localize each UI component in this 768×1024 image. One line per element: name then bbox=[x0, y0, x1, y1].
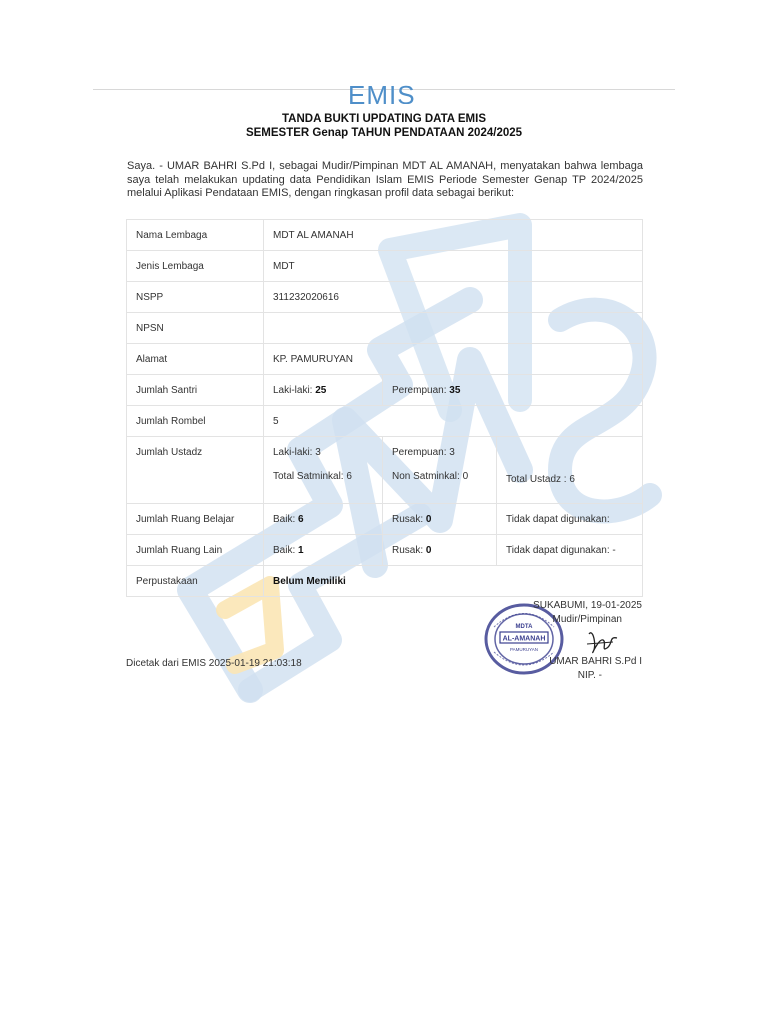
table-row bbox=[127, 251, 643, 282]
santri-perempuan: Perempuan: 35 bbox=[383, 375, 643, 406]
ruang-lain-tidak: Tidak dapat digunakan: - bbox=[497, 535, 643, 566]
profile-table bbox=[126, 219, 643, 597]
ruang-lain-rusak: Rusak: 0 bbox=[383, 535, 497, 566]
row-label: Alamat bbox=[127, 344, 264, 375]
ustadz-col-3 bbox=[497, 437, 643, 504]
table-row bbox=[127, 437, 643, 504]
ruang-belajar-baik: Baik: 6 bbox=[264, 504, 383, 535]
table-row bbox=[127, 313, 643, 344]
row-value: Belum Memiliki bbox=[264, 566, 643, 597]
row-value: 5 bbox=[264, 406, 643, 437]
ruang-belajar-rusak: Rusak: 0 bbox=[383, 504, 497, 535]
document-subtitle: SEMESTER Genap TAHUN PENDATAAN 2024/2025 bbox=[245, 127, 523, 139]
ustadz-col-2 bbox=[383, 437, 497, 504]
row-value: KP. PAMURUYAN bbox=[264, 344, 643, 375]
sign-name: UMAR BAHRI S.Pd I bbox=[549, 656, 642, 667]
document-title: TANDA BUKTI UPDATING DATA EMIS bbox=[281, 113, 486, 125]
ustadz-col-1 bbox=[264, 437, 383, 504]
ruang-belajar-tidak: Tidak dapat digunakan: bbox=[497, 504, 643, 535]
ustadz-laki: Laki-laki: 3 bbox=[273, 447, 321, 458]
table-row bbox=[127, 566, 643, 597]
row-label: Jumlah Santri bbox=[127, 375, 264, 406]
stamp-line-2: AL-AMANAH bbox=[502, 635, 546, 643]
ustadz-perempuan: Perempuan: 3 bbox=[392, 447, 455, 458]
row-value: 311232020616 bbox=[264, 282, 643, 313]
ustadz-non-satminkal: Non Satminkal: 0 bbox=[392, 471, 469, 482]
row-value: MDT bbox=[264, 251, 643, 282]
printed-timestamp: Dicetak dari EMIS 2025-01-19 21:03:18 bbox=[126, 658, 302, 669]
row-label: NPSN bbox=[127, 313, 264, 344]
row-label: Perpustakaan bbox=[127, 566, 264, 597]
sign-nip: NIP. - bbox=[577, 670, 602, 681]
sign-place-date: SUKABUMI, 19-01-2025 bbox=[533, 600, 642, 611]
row-label: Jumlah Ustadz bbox=[127, 437, 264, 504]
ustadz-satminkal: Total Satminkal: 6 bbox=[273, 471, 352, 482]
table-row bbox=[127, 375, 643, 406]
row-label: Jenis Lembaga bbox=[127, 251, 264, 282]
table-row bbox=[127, 282, 643, 313]
row-value bbox=[264, 313, 643, 344]
ustadz-total: Total Ustadz : 6 bbox=[506, 474, 575, 485]
row-label: NSPP bbox=[127, 282, 264, 313]
sign-role: Mudir/Pimpinan bbox=[552, 614, 622, 625]
row-label: Jumlah Ruang Lain bbox=[127, 535, 264, 566]
santri-laki: Laki-laki: 25 bbox=[264, 375, 383, 406]
stamp-line-1: MDTA bbox=[515, 624, 533, 630]
table-row bbox=[127, 535, 643, 566]
handwritten-signature bbox=[583, 626, 623, 660]
intro-paragraph: Saya. - UMAR BAHRI S.Pd I, sebagai Mudir/Pimpinan MDT AL AMANAH, menyatakan bahwa lembaga saya telah melakukan updating data Pendidikan Islam EMIS Periode Semester Genap TP 2024/2025 melalui Aplikasi Pendataan EMIS, dengan ringkasan profil data sebagai berikut: bbox=[127, 160, 643, 199]
table-row bbox=[127, 344, 643, 375]
row-label: Jumlah Rombel bbox=[127, 406, 264, 437]
logo-text: EMIS bbox=[348, 80, 416, 108]
row-label: Jumlah Ruang Belajar bbox=[127, 504, 264, 535]
table-row bbox=[127, 406, 643, 437]
emis-logo bbox=[348, 80, 420, 108]
row-value: MDT AL AMANAH bbox=[264, 220, 643, 251]
table-row bbox=[127, 220, 643, 251]
table-row bbox=[127, 504, 643, 535]
row-label: Nama Lembaga bbox=[127, 220, 264, 251]
ruang-lain-baik: Baik: 1 bbox=[264, 535, 383, 566]
stamp-line-3: PAMURUYAN bbox=[509, 647, 539, 652]
